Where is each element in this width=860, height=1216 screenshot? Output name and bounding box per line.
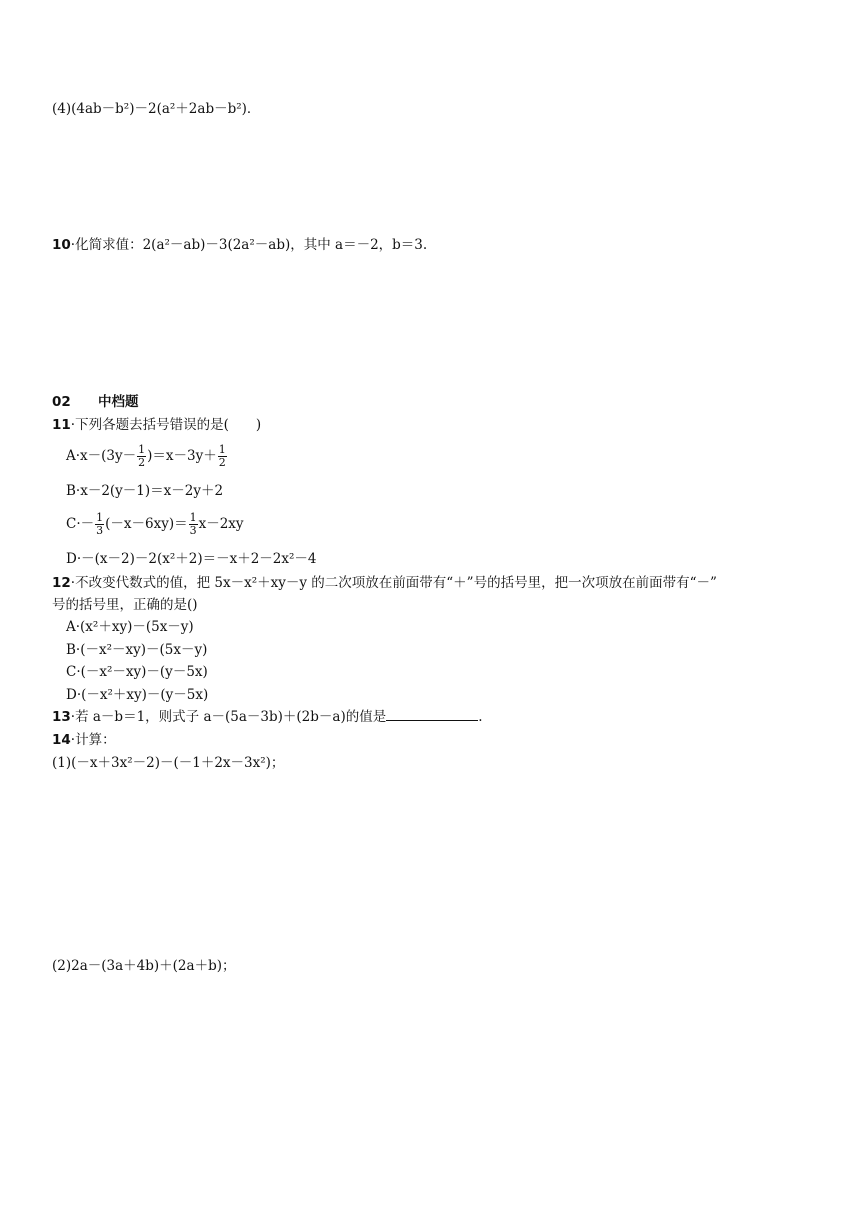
question-number: 10 — [52, 237, 71, 253]
section-header — [52, 393, 139, 411]
q9-part4: (4)(4ab－b²)－2(a²＋2ab－b²)． — [52, 101, 261, 117]
fraction — [137, 444, 146, 469]
question-stem: ·下列各题去括号错误的是( ) — [70, 417, 262, 433]
fraction — [189, 512, 198, 537]
question-stem: ·不改变代数式的值，把 5x－x²＋xy－y 的二次项放在前面带有“＋”号的括号里，把一次项放在前面带有“－” — [70, 575, 717, 591]
q12-option-a: A·(x²＋xy)－(5x－y) — [66, 619, 194, 635]
option-text: x－2xy — [198, 516, 244, 532]
option-text: C·－ — [66, 516, 95, 532]
option-text: (－x－6xy)＝ — [105, 516, 188, 532]
section-title: 中档题 — [98, 394, 139, 410]
period: . — [478, 709, 483, 725]
q14-part2: (2)2a－(3a＋4b)＋(2a＋b)； — [52, 958, 236, 974]
fraction — [95, 512, 104, 537]
answer-blank[interactable] — [386, 708, 478, 721]
q11-option-d: D·－(x－2)－2(x²＋2)＝－x＋2－2x²－4 — [66, 551, 317, 567]
question-14 — [52, 731, 116, 749]
question-text: ·若 a－b＝1，则式子 a－(5a－3b)＋(2b－a)的值是 — [70, 709, 387, 725]
denominator: 2 — [138, 456, 146, 469]
question-10 — [52, 236, 427, 254]
numerator: 1 — [96, 511, 104, 524]
denominator: 2 — [218, 456, 226, 469]
section-number: 02 — [52, 394, 71, 410]
q12-stem-continued: 号的括号里，正确的是() — [52, 597, 198, 613]
fraction — [218, 444, 227, 469]
q14-part1: (1)(－x＋3x²－2)－(－1＋2x－3x²)； — [52, 755, 285, 771]
q12-option-c: C·(－x²－xy)－(y－5x) — [66, 664, 208, 680]
q12-option-b: B·(－x²－xy)－(5x－y) — [66, 642, 208, 658]
question-text: ·计算： — [70, 732, 116, 748]
denominator: 3 — [96, 524, 104, 537]
numerator: 1 — [218, 443, 226, 456]
question-number: 12 — [52, 575, 71, 591]
option-text: A·x－(3y－ — [66, 448, 137, 464]
q11-option-b: B·x－2(y－1)＝x－2y＋2 — [66, 483, 224, 499]
numerator: 1 — [138, 443, 146, 456]
numerator: 1 — [189, 511, 197, 524]
q11-option-c — [66, 512, 244, 537]
question-number: 11 — [52, 417, 71, 433]
question-13 — [52, 708, 483, 726]
question-number: 14 — [52, 732, 71, 748]
denominator: 3 — [189, 524, 197, 537]
question-number: 13 — [52, 709, 71, 725]
q11-option-a — [66, 444, 228, 469]
option-text: )＝x－3y＋ — [147, 448, 217, 464]
question-text: ·化简求值：2(a²－ab)－3(2a²－ab)，其中 a＝－2，b＝3. — [70, 237, 428, 253]
q12-option-d: D·(－x²＋xy)－(y－5x) — [66, 687, 209, 703]
question-11 — [52, 416, 261, 434]
question-12 — [52, 574, 717, 592]
